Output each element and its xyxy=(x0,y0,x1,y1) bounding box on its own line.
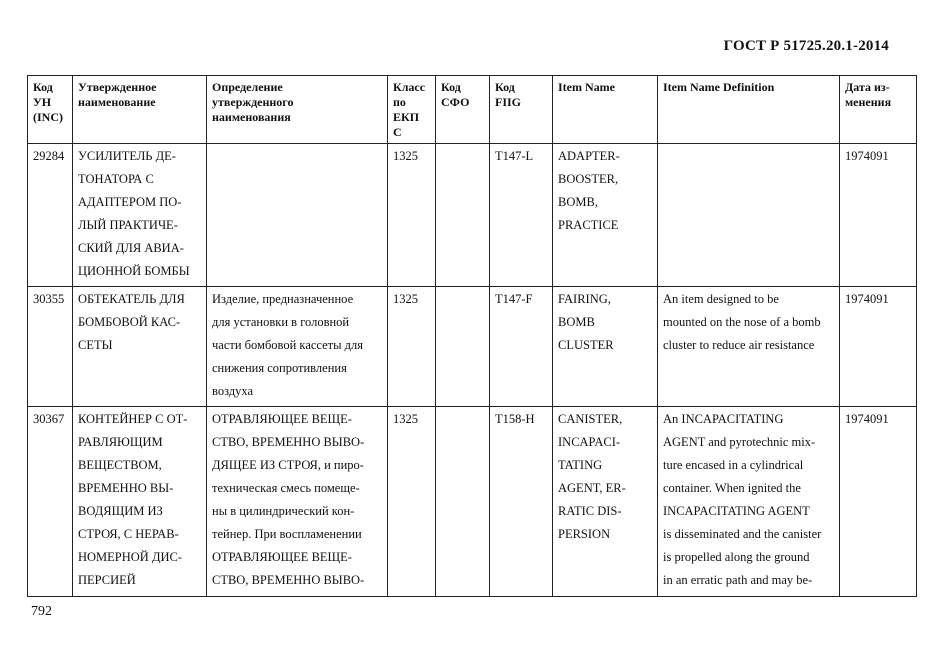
cell-ekps-class: 1325 xyxy=(388,407,436,597)
page-number: 792 xyxy=(31,604,52,619)
col-header-approved-name: Утвержденное наименование xyxy=(73,76,207,144)
cell-inc: 30367 xyxy=(28,407,73,597)
table-row xyxy=(28,407,917,597)
cell-ekps-class: 1325 xyxy=(388,144,436,287)
cell-approved-name: УСИЛИТЕЛЬ ДЕ- ТОНАТОРА С АДАПТЕРОМ ПО- ЛЫЙ ПРАКТИЧЕ- СКИЙ ДЛЯ АВИА- ЦИОННОЙ БОМБЫ xyxy=(73,144,207,287)
table-row xyxy=(28,287,917,407)
catalog-table xyxy=(27,75,917,597)
cell-item-name: ADAPTER- BOOSTER, BOMB, PRACTICE xyxy=(553,144,658,287)
col-header-change-date: Дата из- менения xyxy=(840,76,917,144)
cell-fiig-code: T147-F xyxy=(490,287,553,407)
cell-sfo-code xyxy=(436,144,490,287)
col-header-name-definition: Определение утвержденного наименования xyxy=(207,76,388,144)
cell-item-name: CANISTER, INCAPACI- TATING AGENT, ER- RATIC DIS- PERSION xyxy=(553,407,658,597)
cell-name-definition: ОТРАВЛЯЮЩЕЕ ВЕЩЕ- СТВО, ВРЕМЕННО ВЫВО- ДЯЩЕЕ ИЗ СТРОЯ, и пиро- техническая смесь помеще- ны в цилиндрический кон- тейнер. При воспламенении ОТРАВЛЯЮЩЕЕ ВЕЩЕ- СТВО, ВРЕМЕННО ВЫВО- xyxy=(207,407,388,597)
col-header-sfo-code: Код СФО xyxy=(436,76,490,144)
col-header-fiig-code: Код FIIG xyxy=(490,76,553,144)
cell-item-name-definition xyxy=(658,144,840,287)
col-header-item-name-definition: Item Name Definition xyxy=(658,76,840,144)
col-header-ekps-class: Класс по ЕКП С xyxy=(388,76,436,144)
cell-sfo-code xyxy=(436,407,490,597)
cell-approved-name: ОБТЕКАТЕЛЬ ДЛЯ БОМБОВОЙ КАС- СЕТЫ xyxy=(73,287,207,407)
cell-inc: 29284 xyxy=(28,144,73,287)
cell-fiig-code: T147-L xyxy=(490,144,553,287)
cell-change-date: 1974091 xyxy=(840,287,917,407)
cell-name-definition xyxy=(207,144,388,287)
cell-approved-name: КОНТЕЙНЕР С ОТ- РАВЛЯЮЩИМ ВЕЩЕСТВОМ, ВРЕМЕННО ВЫ- ВОДЯЩИМ ИЗ СТРОЯ, С НЕРАВ- НОМЕРНОЙ ДИС- ПЕРСИЕЙ xyxy=(73,407,207,597)
cell-inc: 30355 xyxy=(28,287,73,407)
document-standard-header: ГОСТ Р 51725.20.1-2014 xyxy=(723,38,889,54)
col-header-item-name: Item Name xyxy=(553,76,658,144)
cell-change-date: 1974091 xyxy=(840,144,917,287)
cell-item-name: FAIRING, BOMB CLUSTER xyxy=(553,287,658,407)
table-row xyxy=(28,144,917,287)
cell-name-definition: Изделие, предназначенное для установки в головной части бомбовой кассеты для снижения сопротивления воздуха xyxy=(207,287,388,407)
col-header-inc: Код УН (INC) xyxy=(28,76,73,144)
cell-sfo-code xyxy=(436,287,490,407)
cell-item-name-definition: An item designed to be mounted on the nose of a bomb cluster to reduce air resistance xyxy=(658,287,840,407)
table-header-row xyxy=(28,76,917,144)
cell-change-date: 1974091 xyxy=(840,407,917,597)
cell-item-name-definition: An INCAPACITATING AGENT and pyrotechnic mix- ture encased in a cylindrical container. When ignited the INCAPACITATING AGENT is disseminated and the canister is propelled along the ground in an erratic path and may be- xyxy=(658,407,840,597)
cell-fiig-code: T158-H xyxy=(490,407,553,597)
cell-ekps-class: 1325 xyxy=(388,287,436,407)
